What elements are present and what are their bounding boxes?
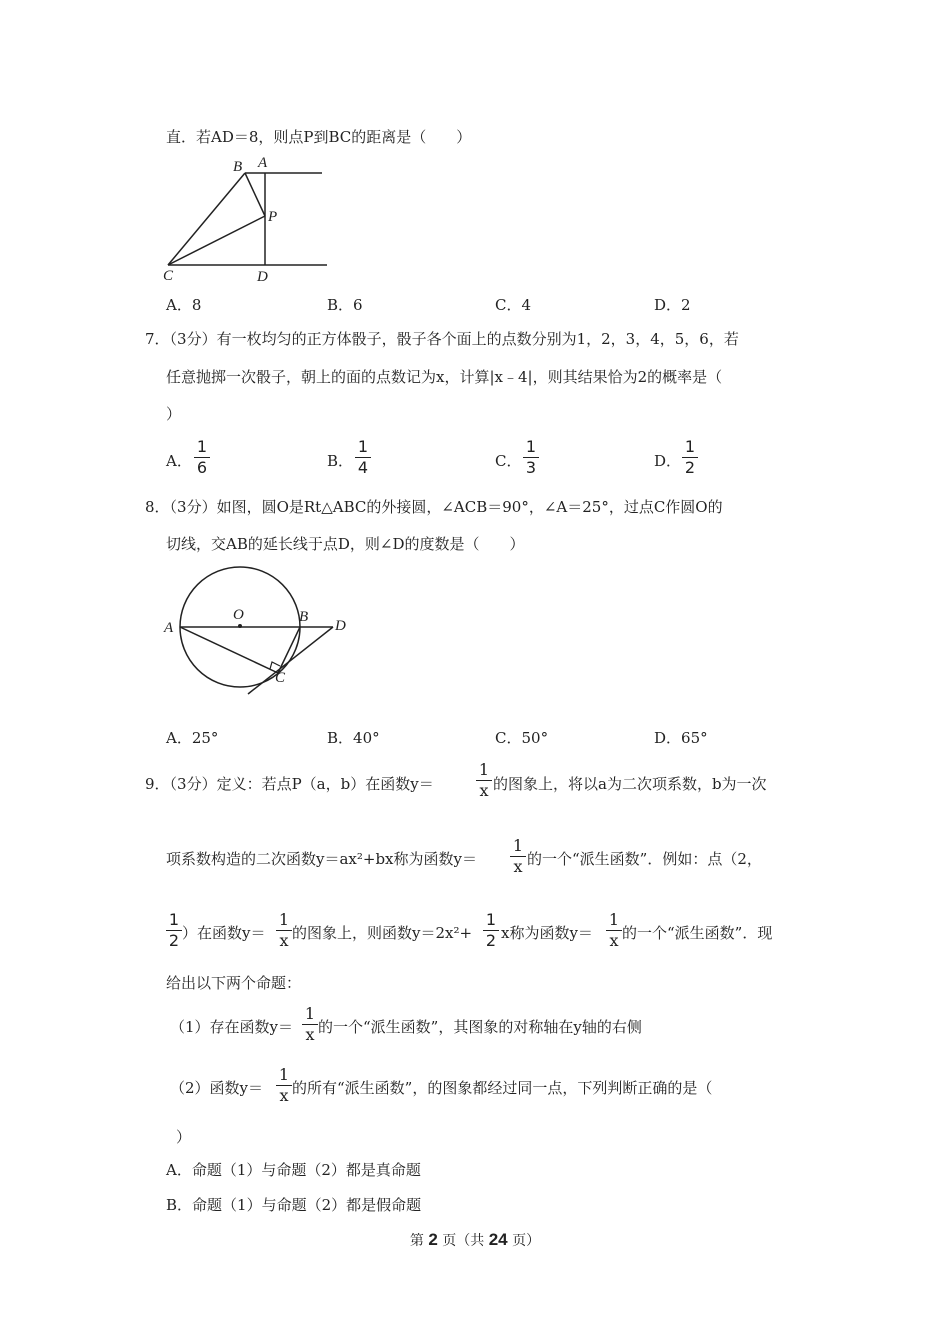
q6-option-b[interactable]: B．6 [327, 296, 363, 314]
label-b: B [299, 609, 309, 625]
footer-mid: 页（共 [442, 1233, 485, 1249]
q7-line1: 7．（3分）有一枚均匀的正方体骰子，骰子各个面上的点数分别为1，2，3，4，5，6，若 [145, 330, 739, 348]
q7-option-c-label[interactable]: C． [495, 452, 522, 470]
center-dot [238, 624, 242, 628]
footer-page-number: 2 [428, 1230, 438, 1249]
q7-option-b-fraction: 1 4 [355, 438, 371, 477]
label-d: D [257, 269, 268, 285]
q8-option-c[interactable]: C．50° [495, 729, 549, 747]
label-p: P [268, 209, 278, 225]
q8-option-b[interactable]: B．40° [327, 729, 380, 747]
q7-option-b-label[interactable]: B． [327, 452, 354, 470]
q9-prop1-fraction: 1 x [302, 1005, 318, 1044]
q9-line2-part2: 的一个“派生函数”．例如：点（2， [527, 850, 762, 868]
label-d: D [335, 618, 346, 634]
q9-line3-half2: 1 2 [483, 911, 499, 950]
page-footer [0, 1230, 950, 1250]
footer-prefix: 第 [409, 1233, 424, 1249]
q7-option-c-fraction: 1 3 [523, 438, 539, 477]
q8-option-a[interactable]: A．25° [166, 729, 219, 747]
footer-suffix: 页） [512, 1233, 541, 1249]
bp-line [245, 173, 265, 216]
q9-prop2-part2: 的所有“派生函数”，的图象都经过同一点，下列判断正确的是（ [292, 1079, 713, 1097]
q9-line3-part1: ）在函数y＝ [182, 924, 266, 942]
q9-line3-fraction2: 1 x [606, 911, 622, 950]
q9-line3-half: 1 2 [166, 911, 182, 950]
label-c: C [275, 670, 286, 686]
q6-option-c[interactable]: C．4 [495, 296, 532, 314]
q9-option-b[interactable]: B．命题（1）与命题（2）都是假命题 [166, 1196, 422, 1214]
q7-option-a-label[interactable]: A． [166, 452, 192, 470]
q9-line3-part3: x称为函数y＝ [501, 924, 593, 942]
label-o: O [233, 607, 244, 623]
tangent-line [248, 627, 333, 694]
q9-line4: 给出以下两个命题： [166, 974, 302, 992]
q9-line3-part4: 的一个“派生函数”．现 [622, 924, 773, 942]
q9-line3-fraction1: 1 x [276, 911, 292, 950]
footer-total-pages: 24 [488, 1230, 508, 1249]
q9-prop2-part1: （2）函数y＝ [170, 1079, 264, 1097]
q9-prop2-close: ） [176, 1128, 192, 1146]
q8-option-d[interactable]: D．65° [654, 729, 708, 747]
label-a: A [164, 620, 174, 636]
q6-figure [160, 150, 340, 290]
q6-text-end: 直．若AD＝8，则点P到BC的距离是（ ） [166, 128, 472, 146]
q9-line1-part1: 9．（3分）定义：若点P（a，b）在函数y＝ [145, 775, 434, 793]
bc-line [168, 173, 245, 265]
q9-line1-part2: 的图象上，将以a为二次项系数，b为一次 [493, 775, 767, 793]
q8-figure [160, 560, 360, 700]
cp-line [168, 216, 265, 265]
q9-option-a[interactable]: A．命题（1）与命题（2）都是真命题 [166, 1161, 421, 1179]
label-c: C [163, 268, 174, 284]
q9-prop2-fraction: 1 x [276, 1066, 292, 1105]
q7-option-a-fraction: 1 6 [194, 438, 210, 477]
q7-line2: 任意抛掷一次骰子，朝上的面的点数记为x，计算|x﹣4|，则其结果恰为2的概率是（ [166, 368, 723, 386]
q8-line2: 切线，交AB的延长线于点D，则∠D的度数是（ ） [166, 535, 525, 553]
q8-line1: 8．（3分）如图，圆O是Rt△ABC的外接圆，∠ACB＝90°，∠A＝25°，过点C作圆O的 [145, 498, 723, 516]
q9-line2-fraction: 1 x [510, 837, 526, 876]
q9-prop1-part1: （1）存在函数y＝ [170, 1018, 294, 1036]
q7-option-d-fraction: 1 2 [682, 438, 698, 477]
q6-option-a[interactable]: A．8 [166, 296, 202, 314]
q9-line2-part1: 项系数构造的二次函数y＝ax²+bx称为函数y＝ [166, 850, 477, 868]
q9-line3-part2: 的图象上，则函数y＝2x²+ [292, 924, 473, 942]
label-a: A [258, 155, 268, 171]
q9-line1-fraction: 1 x [476, 761, 492, 800]
q6-option-d[interactable]: D．2 [654, 296, 691, 314]
q7-line3: ） [166, 405, 182, 423]
right-angle-mark [270, 662, 280, 669]
q9-prop1-part2: 的一个“派生函数”，其图象的对称轴在y轴的右侧 [318, 1018, 642, 1036]
label-b: B [233, 159, 243, 175]
bc-line [278, 627, 300, 673]
q7-option-d-label[interactable]: D． [654, 452, 682, 470]
